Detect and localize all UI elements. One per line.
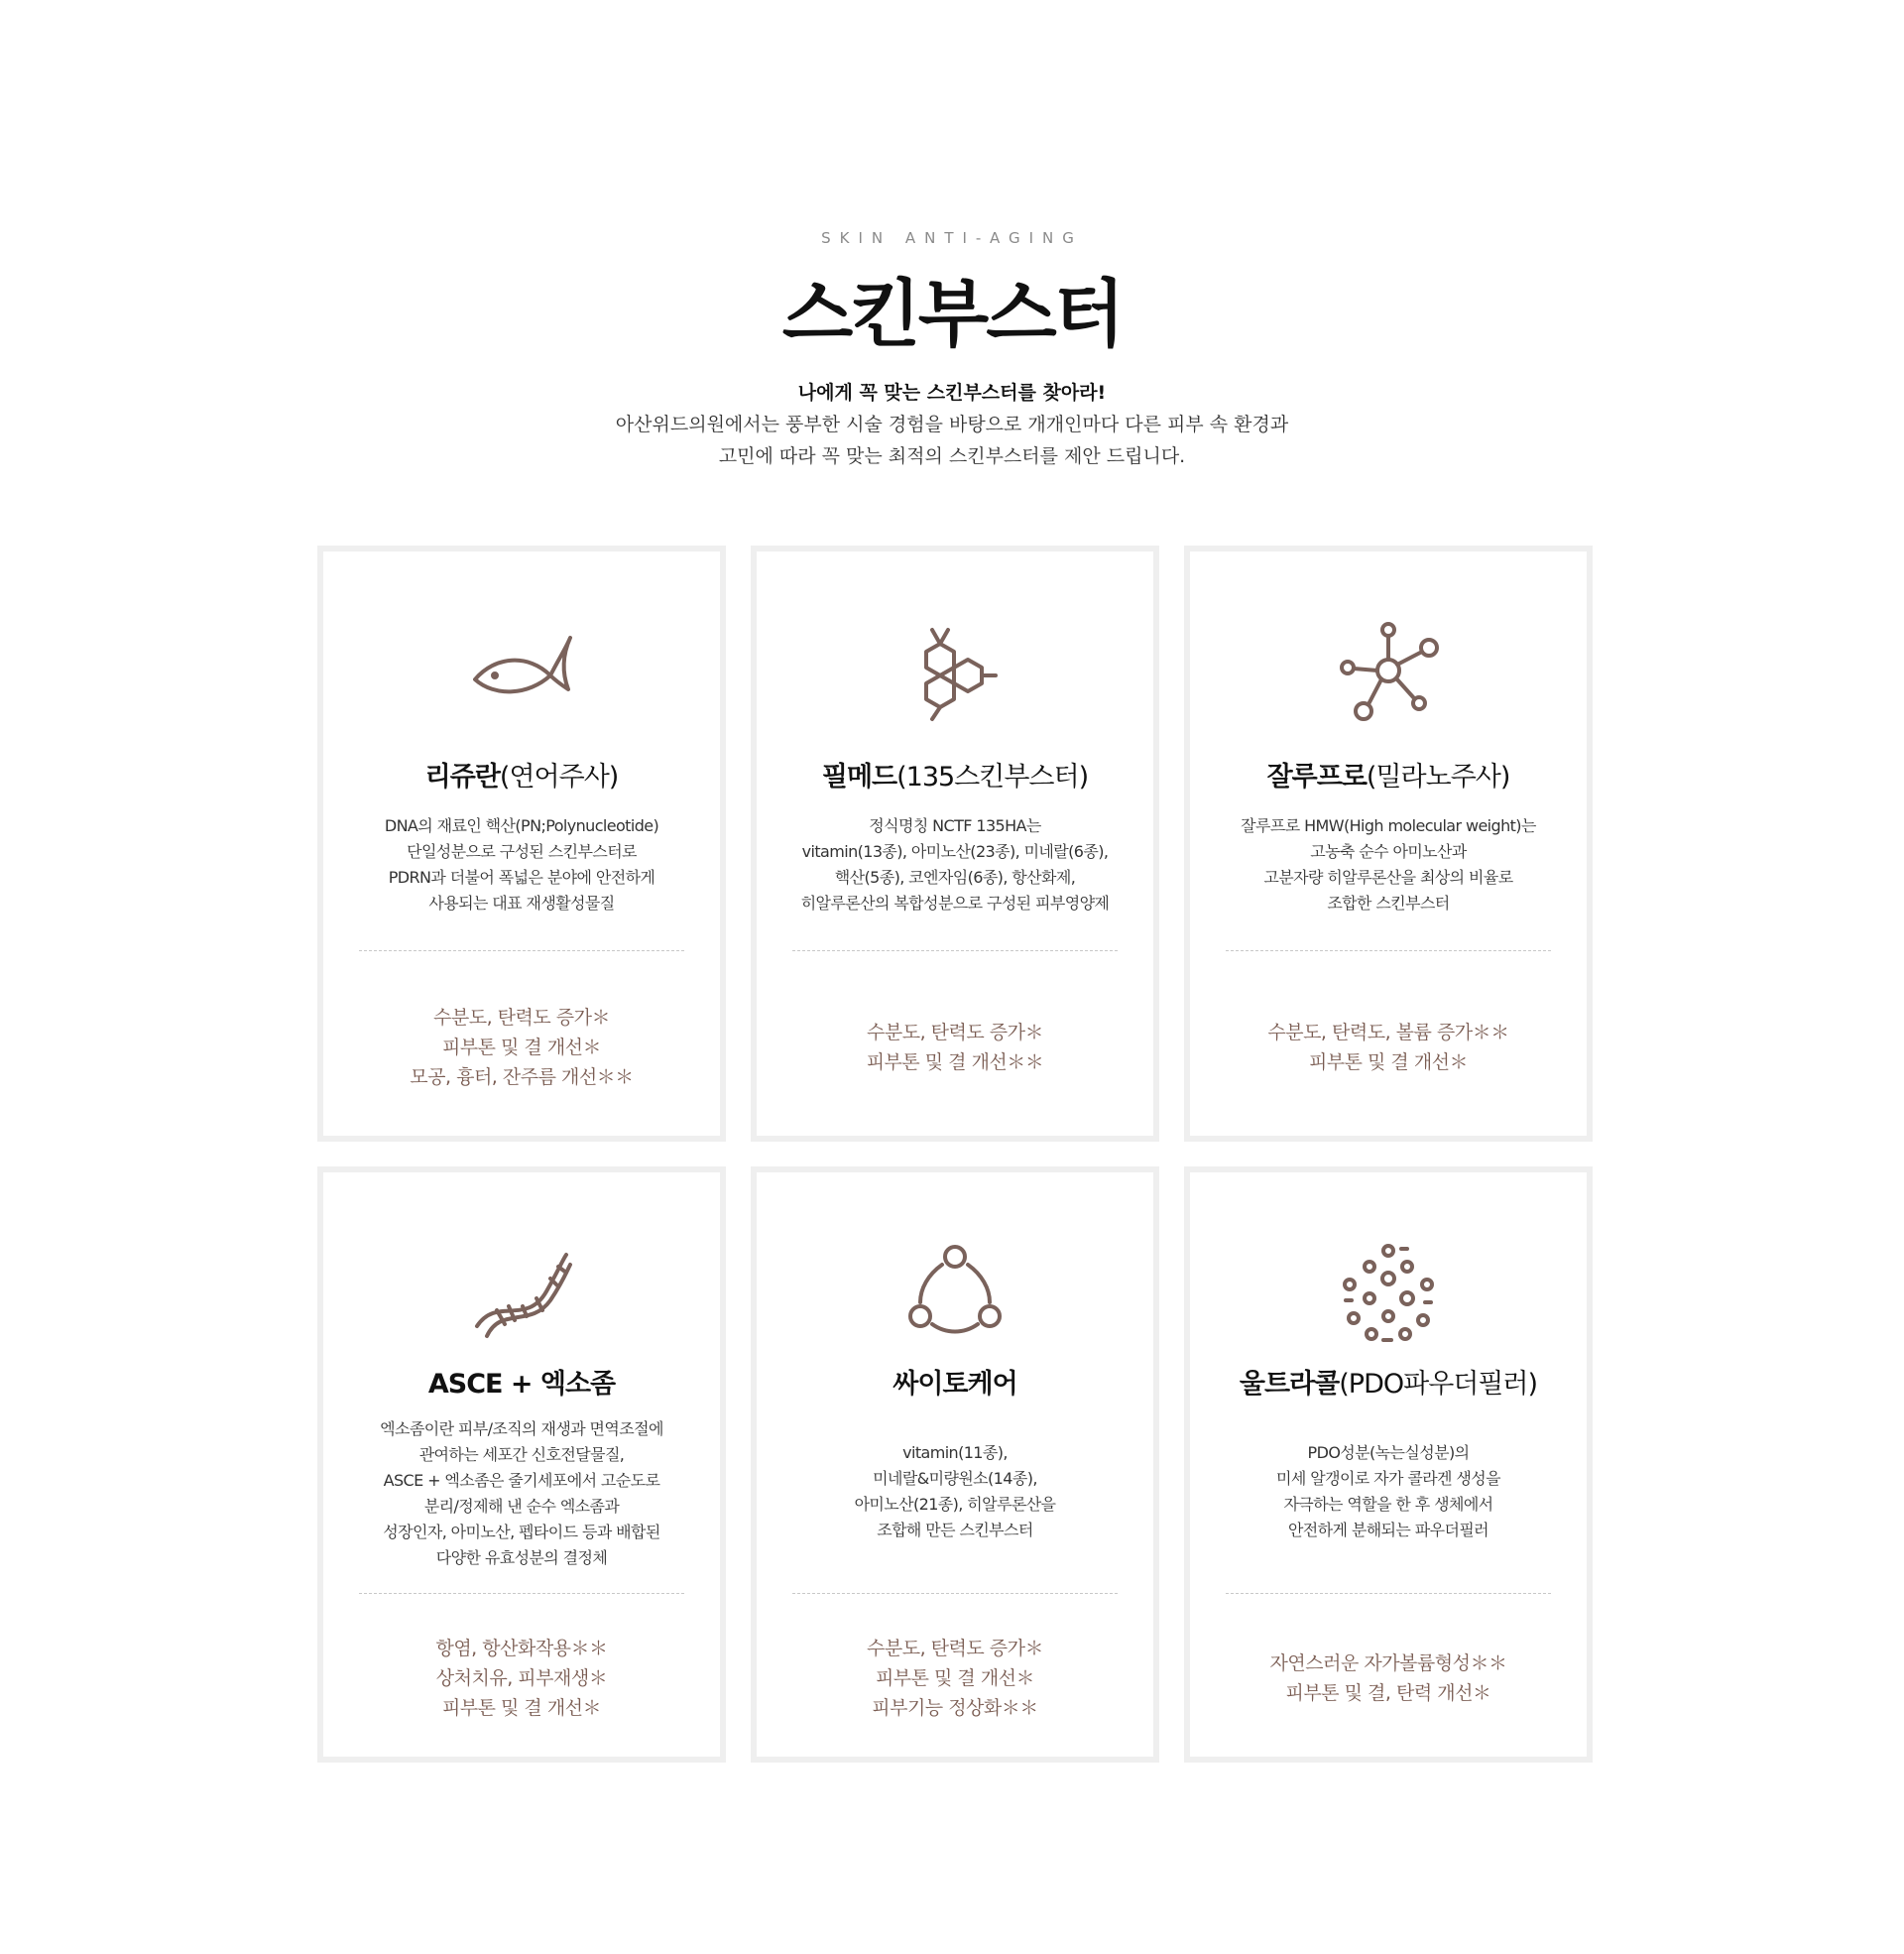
dashed-divider [792,950,1118,951]
product-card-rejuran [317,546,726,1142]
card-title: 필메드(135스킨부스터) [821,762,1089,793]
card-description: PDO성분(녹는실성분)의 미세 알갱이로 자가 콜라겐 생성을 자극하는 역할을 한 후 생체에서 안전하게 분해되는 파우더필러 [1276,1443,1500,1539]
card-title: 잘루프로(밀라노주사) [1266,762,1510,793]
card-description: 잘루프로 HMW(High molecular weight)는 고농축 순수 아미노산과 고분자량 히알루론산을 최상의 비율로 조합한 스킨부스터 [1241,816,1536,913]
product-card-filmed [751,546,1159,1142]
intro-line-2: 고민에 따라 꼭 맞는 최적의 스킨부스터를 제안 드립니다. [718,445,1186,467]
intro-text [0,377,1904,472]
fish-icon [323,616,720,725]
card-description: 정식명칭 NCTF 135HA는 vitamin(13종), 아미노산(23종), 미네랄(6종), 핵산(5종), 코엔자임(6종), 항산화제, 히알루론산의 복합성분으로 구성된 피부영양제 [800,816,1110,913]
dna-icon [323,1237,720,1346]
product-grid [317,546,1593,1763]
intro-line-1: 아산위드의원에서는 풍부한 시술 경험을 바탕으로 개개인마다 다른 피부 속 환경과 [615,414,1289,435]
section-eyebrow: SKIN ANTI-AGING [821,229,1083,247]
card-effects: 수분도, 탄력도 증가＊ 피부톤 및 결 개선＊＊ [866,1022,1044,1073]
card-description: DNA의 재료인 핵산(PN;Polynucleotide) 단일성분으로 구성된 스킨부스터로 PDRN과 더불어 폭넓은 분야에 안전하게 사용되는 대표 재생활성물질 [384,816,659,913]
product-card-jalupro [1184,546,1593,1142]
product-card-asce-exosome [317,1166,726,1763]
card-title: 리쥬란(연어주사) [424,762,619,793]
dashed-divider [359,1593,684,1594]
dashed-divider [1226,950,1551,951]
card-title: 울트라콜(PDO파우더필러) [1239,1369,1538,1400]
dashed-divider [1226,1593,1551,1594]
card-description: vitamin(11종), 미네랄&미량원소(14종), 아미노산(21종), 히알루론산을 조합해 만든 스킨부스터 [854,1443,1056,1539]
product-card-ultracol [1184,1166,1593,1763]
intro-headline: 나에게 꼭 맞는 스킨부스터를 찾아라! [797,382,1107,404]
card-effects: 항염, 항산화작용＊＊ 상처치유, 피부재생＊ 피부톤 및 결 개선＊ [435,1638,608,1719]
powder-particles-icon [1190,1237,1587,1346]
card-effects: 자연스러운 자가볼륨형성＊＊ 피부톤 및 결, 탄력 개선＊ [1269,1652,1507,1704]
card-effects: 수분도, 탄력도, 볼륨 증가＊＊ 피부톤 및 결 개선＊ [1267,1022,1509,1073]
card-effects: 수분도, 탄력도 증가＊ 피부톤 및 결 개선＊ 피부기능 정상화＊＊ [867,1638,1043,1719]
product-card-cytocare [751,1166,1159,1763]
card-effects: 수분도, 탄력도 증가＊ 피부톤 및 결 개선＊ 모공, 흉터, 잔주름 개선＊＊ [410,1007,634,1088]
three-circles-icon [757,1237,1153,1346]
dashed-divider [792,1593,1118,1594]
card-description: 엑소좀이란 피부/조직의 재생과 면역조절에 관여하는 세포간 신호전달물질, ASCE + 엑소좀은 줄기세포에서 고순도로 분리/정제해 낸 순수 엑소좀과 성장인자, 아미노산, 펩타이드 등과 배합된 다양한 유효성분의 결정체 [380,1419,663,1567]
page-title: 스킨부스터 [781,272,1123,357]
molecule-network-icon [1190,616,1587,725]
molecule-hexagon-icon [757,616,1153,725]
dashed-divider [359,950,684,951]
card-title: ASCE + 엑소좀 [427,1369,616,1400]
card-title: 싸이토케어 [892,1369,1017,1400]
